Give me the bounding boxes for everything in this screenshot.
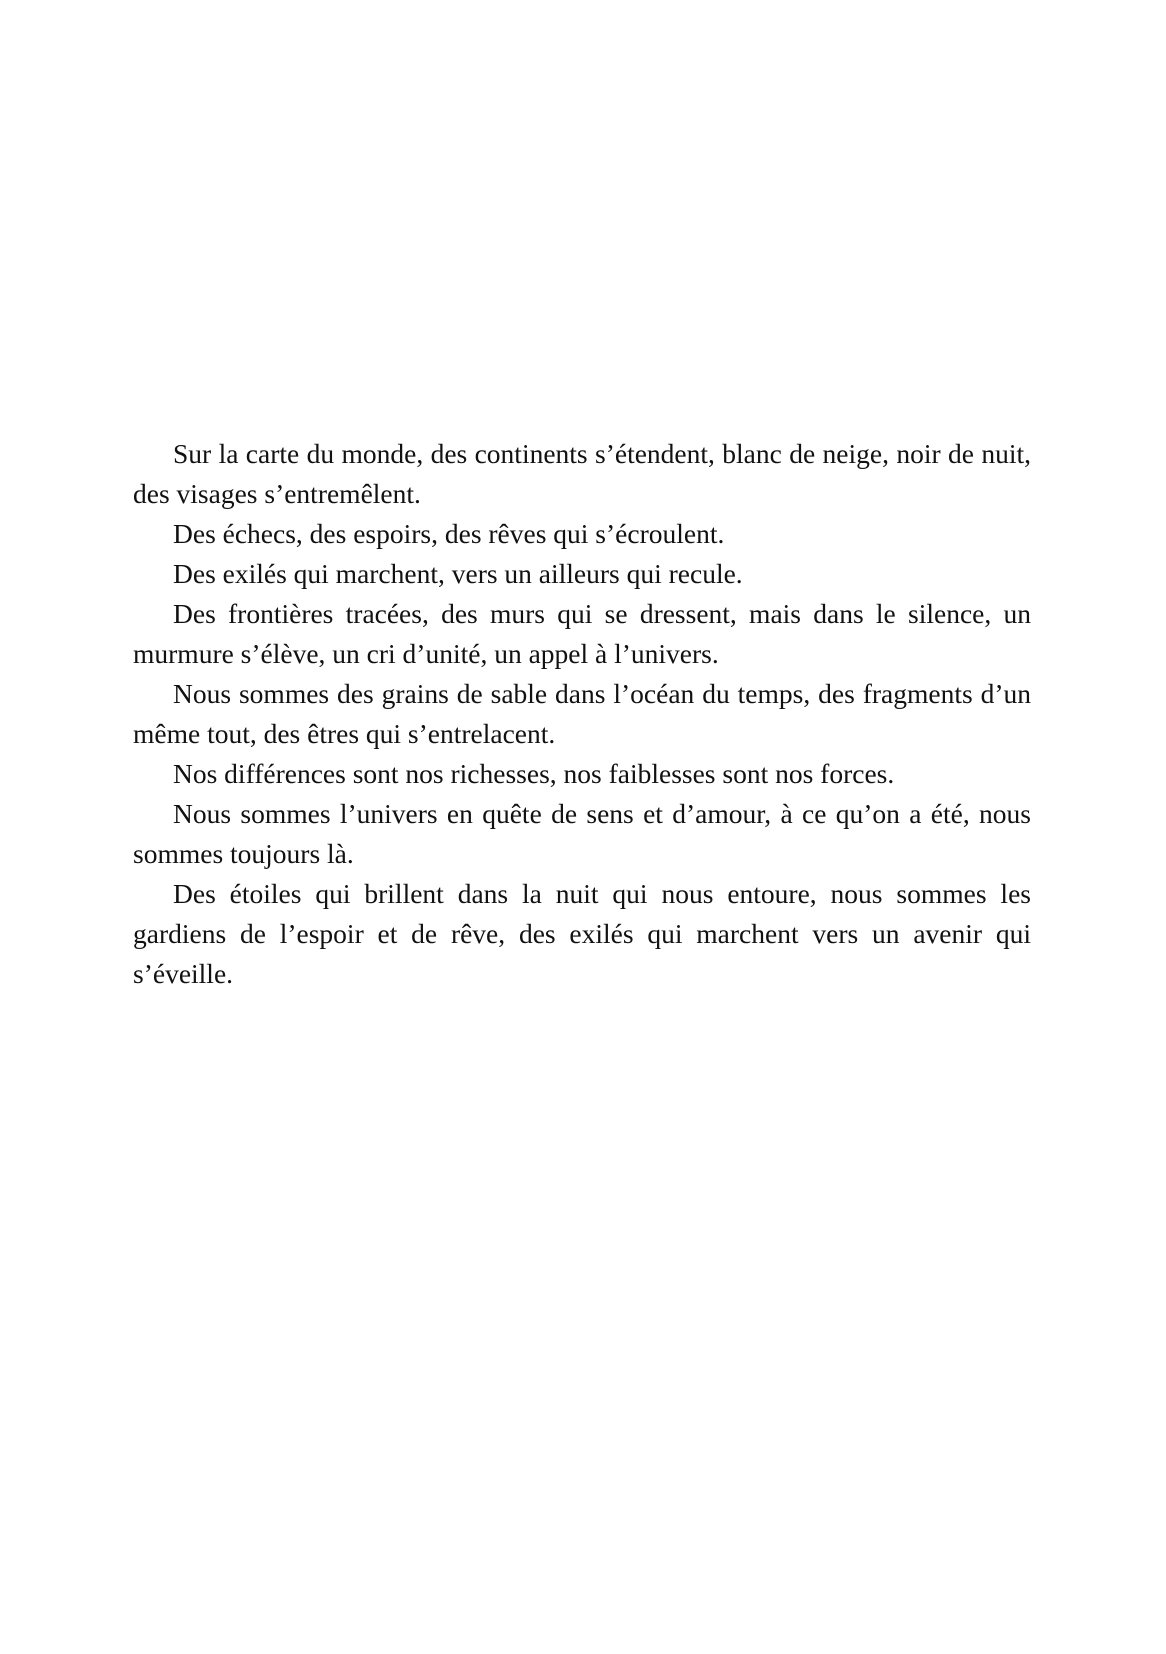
paragraph-2: Des échecs, des espoirs, des rêves qui s’écroulent.	[173, 518, 725, 549]
paragraph-8: Des étoiles qui brillent dans la nuit qui nous entoure, nous sommes les gardiens de l’espoir et de rêve, des exilés qui marchent vers un avenir qui s’éveille.	[133, 878, 1031, 989]
paragraph-3: Des exilés qui marchent, vers un ailleurs qui recule.	[173, 558, 743, 589]
paragraph-7: Nous sommes l’univers en quête de sens et d’amour, à ce qu’on a été, nous sommes toujours là.	[133, 798, 1031, 869]
paragraph-4: Des frontières tracées, des murs qui se dressent, mais dans le silence, un murmure s’élève, un cri d’unité, un appel à l’univers.	[133, 598, 1031, 669]
paragraph-5: Nous sommes des grains de sable dans l’océan du temps, des fragments d’un même tout, des êtres qui s’entrelacent.	[133, 678, 1031, 749]
body-text	[133, 434, 1031, 994]
paragraph-6: Nos différences sont nos richesses, nos faiblesses sont nos forces.	[173, 758, 895, 789]
paragraph-1: Sur la carte du monde, des continents s’étendent, blanc de neige, noir de nuit, des visages s’entremêlent.	[133, 438, 1031, 509]
